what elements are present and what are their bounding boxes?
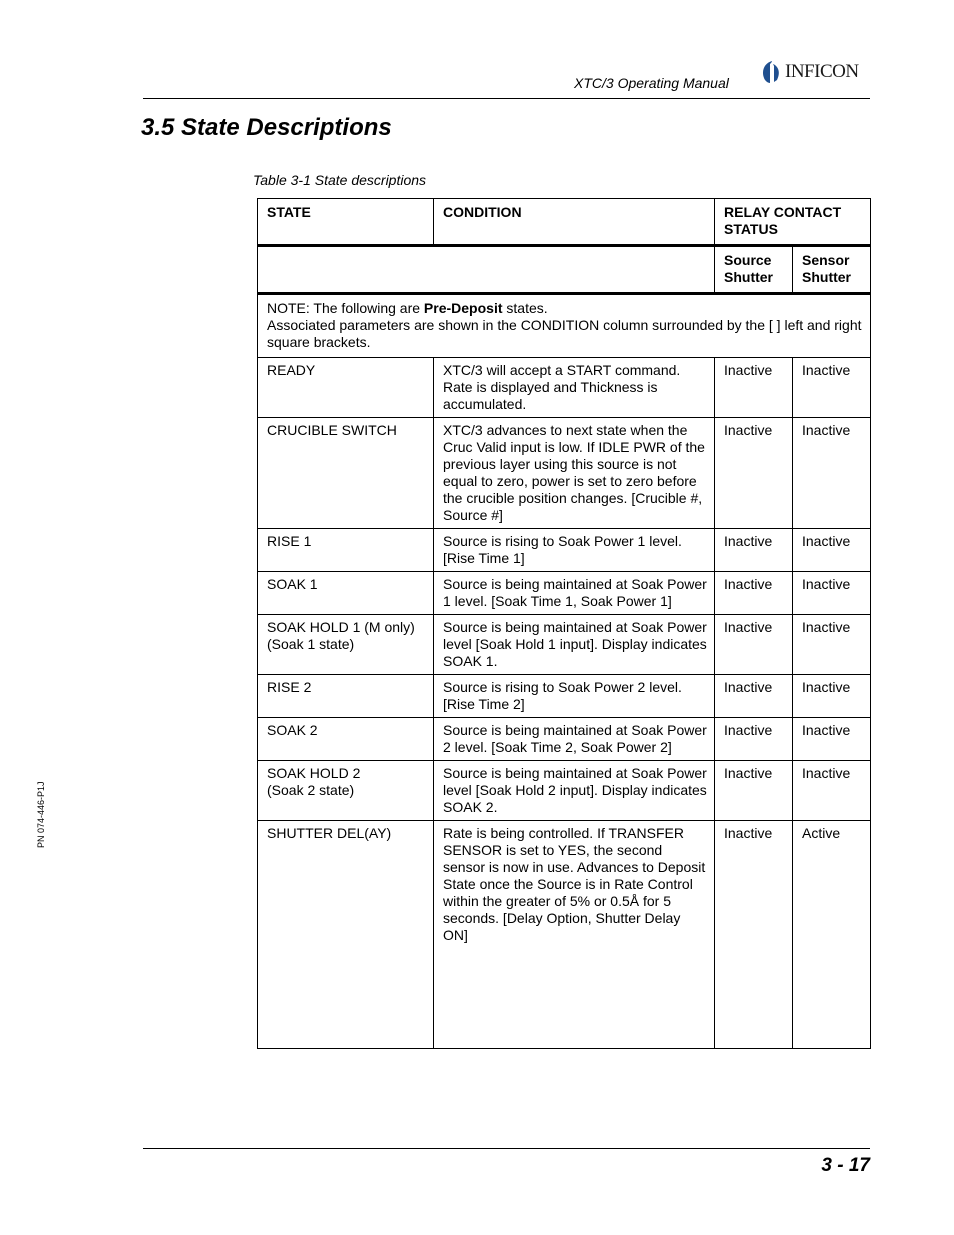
table-subheader-row <box>258 246 871 294</box>
header-rule <box>143 98 870 99</box>
inficon-logo <box>760 60 872 84</box>
inficon-logo-icon <box>760 60 782 84</box>
note-cell <box>258 294 871 358</box>
sensor-shutter-cell: Inactive <box>793 529 871 572</box>
table-row <box>258 358 871 418</box>
note-suffix: states. <box>502 300 548 316</box>
subheader-blank-cell <box>258 246 715 294</box>
sensor-shutter-cell: Active <box>793 821 871 1049</box>
condition-cell: Source is being maintained at Soak Power 2 level. [Soak Time 2, Soak Power 2] <box>434 718 715 761</box>
sensor-shutter-cell: Inactive <box>793 358 871 418</box>
note-prefix: NOTE: The following are <box>267 300 424 316</box>
source-shutter-cell: Inactive <box>715 718 793 761</box>
column-header-sensor-shutter: Sensor Shutter <box>793 246 871 294</box>
state-cell: SHUTTER DEL(AY) <box>258 821 434 1049</box>
condition-cell: XTC/3 will accept a START command. Rate is displayed and Thickness is accumulated. <box>434 358 715 418</box>
state-cell <box>258 615 434 675</box>
column-header-relay: RELAY CONTACT STATUS <box>715 199 871 246</box>
table-row <box>258 761 871 821</box>
page-number: 3 - 17 <box>821 1155 870 1176</box>
state-cell: RISE 2 <box>258 675 434 718</box>
table-row <box>258 418 871 529</box>
sensor-shutter-cell: Inactive <box>793 572 871 615</box>
column-header-state: STATE <box>258 199 434 246</box>
state-subtext: (Soak 1 state) <box>267 636 355 652</box>
state-cell: SOAK 2 <box>258 718 434 761</box>
condition-cell: Source is being maintained at Soak Power level [Soak Hold 1 input]. Display indicates SOAK 1. <box>434 615 715 675</box>
state-cell <box>258 761 434 821</box>
source-shutter-cell: Inactive <box>715 761 793 821</box>
section-title: 3.5 State Descriptions <box>141 114 392 141</box>
column-header-source-shutter: Source Shutter <box>715 246 793 294</box>
condition-cell: Source is rising to Soak Power 2 level. [Rise Time 2] <box>434 675 715 718</box>
footer-rule <box>143 1148 870 1149</box>
source-shutter-cell: Inactive <box>715 418 793 529</box>
state-cell: SOAK 1 <box>258 572 434 615</box>
condition-cell: Rate is being controlled. If TRANSFER SENSOR is set to YES, the second sensor is now in use. Advances to Deposit State once the Source is in Rate Control within the greater of 5% or 0.5Å for 5 seconds. [Delay Option, Shutter Delay ON] <box>434 821 715 1049</box>
table-row <box>258 718 871 761</box>
table-row <box>258 821 871 1049</box>
condition-cell: XTC/3 advances to next state when the Cruc Valid input is low. If IDLE PWR of the previous layer using this source is not equal to zero, power is set to zero before the crucible position changes. [Crucible #, Source #] <box>434 418 715 529</box>
manual-title: XTC/3 Operating Manual <box>574 75 729 91</box>
table-row <box>258 529 871 572</box>
sensor-shutter-cell: Inactive <box>793 761 871 821</box>
state-cell: RISE 1 <box>258 529 434 572</box>
state-descriptions-table <box>257 198 871 1049</box>
state-cell: READY <box>258 358 434 418</box>
source-shutter-cell: Inactive <box>715 615 793 675</box>
note-line-2: Associated parameters are shown in the CONDITION column surrounded by the [ ] left and right square brackets. <box>267 317 862 350</box>
note-line-1 <box>267 300 864 317</box>
table-row <box>258 572 871 615</box>
condition-cell: Source is rising to Soak Power 1 level. [Rise Time 1] <box>434 529 715 572</box>
note-row <box>258 294 871 358</box>
logo-wordmark: INFICON <box>785 61 859 82</box>
source-shutter-cell: Inactive <box>715 358 793 418</box>
source-shutter-cell: Inactive <box>715 675 793 718</box>
source-shutter-cell: Inactive <box>715 572 793 615</box>
state-cell: CRUCIBLE SWITCH <box>258 418 434 529</box>
sensor-shutter-cell: Inactive <box>793 615 871 675</box>
table-row <box>258 675 871 718</box>
table-caption: Table 3-1 State descriptions <box>253 172 427 188</box>
condition-cell: Source is being maintained at Soak Power level [Soak Hold 2 input]. Display indicates SOAK 2. <box>434 761 715 821</box>
note-bold-term: Pre-Deposit <box>423 300 503 316</box>
table-row <box>258 615 871 675</box>
state-name: SOAK HOLD 2 <box>267 765 361 781</box>
source-shutter-cell: Inactive <box>715 529 793 572</box>
sensor-shutter-cell: Inactive <box>793 718 871 761</box>
condition-cell: Source is being maintained at Soak Power 1 level. [Soak Time 1, Soak Power 1] <box>434 572 715 615</box>
column-header-condition: CONDITION <box>434 199 715 246</box>
source-shutter-cell: Inactive <box>715 821 793 1049</box>
sensor-shutter-cell: Inactive <box>793 418 871 529</box>
state-name: SOAK HOLD 1 (M only) <box>267 619 415 635</box>
part-number-label: PN 074-446-P1J <box>36 781 46 848</box>
sensor-shutter-cell: Inactive <box>793 675 871 718</box>
state-subtext: (Soak 2 state) <box>267 782 355 798</box>
table-header-row <box>258 199 871 246</box>
